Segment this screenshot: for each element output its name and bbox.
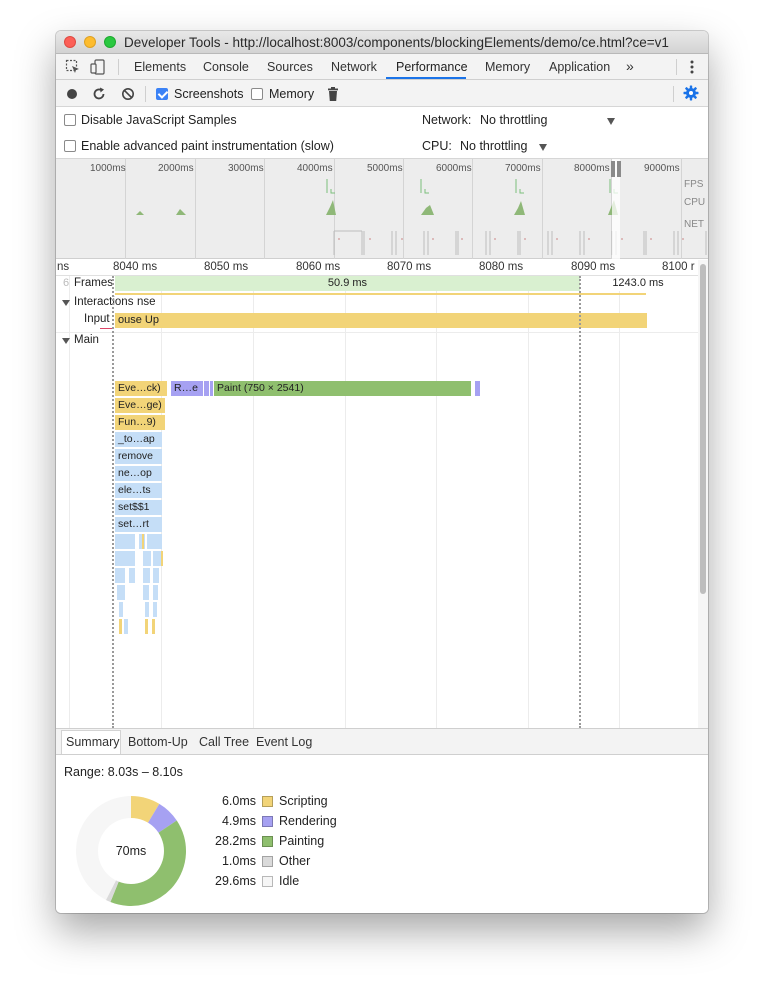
tab-memory[interactable]: Memory xyxy=(485,60,531,74)
input-label: Input xyxy=(84,313,110,325)
flame-event-bar[interactable]: ele…ts xyxy=(115,483,162,498)
tab-console[interactable]: Console xyxy=(203,60,249,74)
time-ruler xyxy=(56,260,698,276)
tab-bottom-up[interactable]: Bottom-Up xyxy=(128,735,188,749)
legend-name: Other xyxy=(279,854,311,868)
devtools-window xyxy=(56,31,708,913)
ruler-tick: 8100 r xyxy=(662,261,695,273)
tab-summary[interactable]: Summary xyxy=(66,735,120,749)
fps-lane-label: FPS xyxy=(684,179,704,190)
rendering-event-bar[interactable]: R…e xyxy=(171,381,203,396)
advanced-paint-label: Enable advanced paint instrumentation (slow) xyxy=(81,139,334,153)
tab-performance[interactable]: Performance xyxy=(396,60,468,74)
pie-total-label: 70ms xyxy=(115,844,147,858)
ruler-tick: 8060 ms xyxy=(296,261,341,273)
tab-event-log[interactable]: Event Log xyxy=(256,735,313,749)
network-throttle-select[interactable]: No throttling xyxy=(480,113,548,127)
overview-selection-handle-right[interactable] xyxy=(617,161,621,177)
capture-settings-gear-icon[interactable] xyxy=(683,85,699,101)
disable-js-samples-label: Disable JavaScript Samples xyxy=(81,113,237,127)
inspect-element-icon[interactable] xyxy=(65,59,81,75)
memory-label: Memory xyxy=(269,87,315,101)
network-throttle-label: Network: xyxy=(422,113,472,127)
device-toolbar-icon[interactable] xyxy=(90,59,106,75)
title-bar xyxy=(56,31,708,54)
details-tab-bar xyxy=(56,728,708,755)
rendering-event-bar[interactable] xyxy=(210,381,213,396)
panel-tab-bar xyxy=(56,54,708,80)
scrollbar-thumb[interactable] xyxy=(700,264,706,594)
overview-tick: 4000ms xyxy=(297,163,333,174)
legend-value: 1.0ms xyxy=(221,854,256,868)
legend-swatch xyxy=(262,876,273,887)
cpu-dropdown-arrow-icon[interactable] xyxy=(539,144,547,151)
legend-name: Rendering xyxy=(279,814,337,828)
overview-tick: 6000ms xyxy=(436,163,472,174)
ruler-tick: ns xyxy=(57,261,70,273)
summary-pie-chart xyxy=(74,794,188,908)
close-window-button[interactable] xyxy=(64,36,76,48)
overview-tick: 3000ms xyxy=(228,163,264,174)
tab-sources[interactable]: Sources xyxy=(267,60,313,74)
flame-event-bar[interactable]: remove xyxy=(115,449,162,464)
frames-prev-label: 6 xyxy=(63,277,70,289)
frame-bar[interactable]: 50.9 ms xyxy=(115,276,580,291)
capture-settings-pane xyxy=(56,107,708,159)
interactions-track-label: Interactions xyxy=(74,296,134,308)
legend-swatch xyxy=(262,816,273,827)
network-dropdown-arrow-icon[interactable] xyxy=(607,118,615,125)
ruler-tick: 8070 ms xyxy=(387,261,432,273)
legend-value: 28.2ms xyxy=(215,834,256,848)
legend-name: Painting xyxy=(279,834,325,848)
flame-event-bar[interactable]: Fun…9) xyxy=(115,415,165,430)
legend-row-scripting xyxy=(206,794,506,810)
minimize-window-button[interactable] xyxy=(84,36,96,48)
net-lane-label: NET xyxy=(684,219,704,230)
overview-tick: 2000ms xyxy=(158,163,194,174)
overview-selection-handle-left[interactable] xyxy=(611,161,615,177)
flame-event-bar[interactable]: Eve…ge) xyxy=(115,398,165,413)
rendering-event-bar[interactable] xyxy=(475,381,480,396)
tab-elements[interactable]: Elements xyxy=(134,60,187,74)
overview-tick: 7000ms xyxy=(505,163,541,174)
flame-event-bar[interactable]: _to…ap xyxy=(115,432,162,447)
paint-event-bar[interactable]: Paint (750 × 2541) xyxy=(214,381,471,396)
selection-range: Range: 8.03s – 8.10s xyxy=(64,765,183,779)
advanced-paint-checkbox[interactable] xyxy=(64,140,76,152)
legend-row-painting xyxy=(206,834,506,850)
overview-graphs xyxy=(56,159,708,259)
rendering-event-bar[interactable] xyxy=(204,381,209,396)
memory-checkbox[interactable] xyxy=(251,88,263,100)
legend-value: 6.0ms xyxy=(221,794,256,808)
tab-call-tree[interactable]: Call Tree xyxy=(199,735,250,749)
cpu-throttle-label: CPU: xyxy=(422,139,452,153)
overview-tick: 9000ms xyxy=(644,163,680,174)
legend-swatch xyxy=(262,856,273,867)
legend-value: 29.6ms xyxy=(215,874,256,888)
legend-row-rendering xyxy=(206,814,506,830)
summary-pane xyxy=(56,755,708,913)
ruler-tick: 8080 ms xyxy=(479,261,524,273)
interactions-suffix: nse xyxy=(137,296,156,308)
kebab-menu-icon[interactable] xyxy=(684,59,700,75)
overview-tick: 5000ms xyxy=(367,163,403,174)
timeline-overview[interactable] xyxy=(56,159,708,259)
flame-event-bar[interactable]: set…rt xyxy=(115,517,162,532)
legend-row-other xyxy=(206,854,506,870)
ruler-tick: 8050 ms xyxy=(204,261,249,273)
clear-icon[interactable] xyxy=(120,86,136,102)
frames-track-label: Frames xyxy=(74,277,113,289)
performance-toolbar xyxy=(56,80,708,107)
flame-chart[interactable] xyxy=(56,276,698,728)
legend-swatch xyxy=(262,796,273,807)
active-tab-indicator xyxy=(386,77,466,79)
cpu-throttle-select[interactable]: No throttling xyxy=(460,139,528,153)
flame-event-bar[interactable]: Eve…ck) xyxy=(115,381,167,396)
legend-swatch xyxy=(262,836,273,847)
tab-network[interactable]: Network xyxy=(331,60,377,74)
legend-name: Scripting xyxy=(279,794,328,808)
expand-interactions-icon[interactable] xyxy=(62,300,70,306)
more-tabs-button[interactable]: » xyxy=(626,58,634,74)
legend-value: 4.9ms xyxy=(221,814,256,828)
flame-event-bar[interactable]: ne…op xyxy=(115,466,162,481)
record-icon[interactable] xyxy=(64,86,80,102)
screenshots-label: Screenshots xyxy=(174,87,244,101)
reload-record-icon[interactable] xyxy=(91,86,107,102)
window-title: Developer Tools - http://localhost:8003/components/blockingElements/demo/ce.html?ce=v1 xyxy=(124,35,669,50)
expand-main-icon[interactable] xyxy=(62,338,70,344)
tab-application[interactable]: Application xyxy=(549,60,611,74)
trash-icon[interactable] xyxy=(325,86,341,102)
cpu-lane-label: CPU xyxy=(684,197,706,208)
legend-row-idle xyxy=(206,874,506,890)
frame-bar[interactable]: 1243.0 ms xyxy=(581,276,695,291)
screenshots-checkbox[interactable] xyxy=(156,88,168,100)
ruler-tick: 8090 ms xyxy=(571,261,616,273)
ruler-tick: 8040 ms xyxy=(113,261,158,273)
mouse-up-interaction-bar[interactable]: ouse Up xyxy=(115,313,647,328)
legend-name: Idle xyxy=(279,874,300,888)
flame-event-bar[interactable]: set$$1 xyxy=(115,500,162,515)
flame-chart-scrollbar[interactable] xyxy=(698,260,708,728)
main-track-label: Main xyxy=(74,334,99,346)
overview-tick: 1000ms xyxy=(90,163,126,174)
zoom-window-button[interactable] xyxy=(104,36,116,48)
overview-tick: 8000ms xyxy=(574,163,610,174)
disable-js-samples-checkbox[interactable] xyxy=(64,114,76,126)
